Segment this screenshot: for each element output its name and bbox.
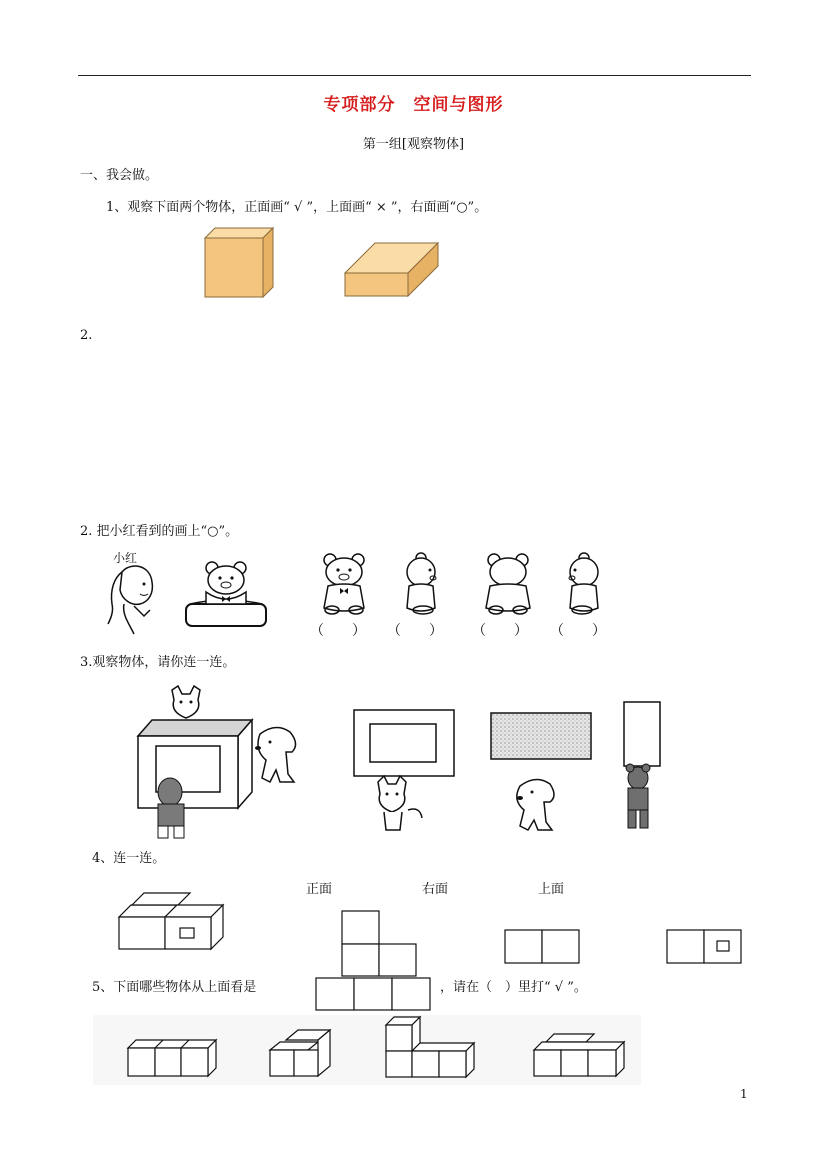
bear-front-view — [318, 552, 370, 616]
question-4-text: 4、连一连。 — [92, 851, 166, 866]
header-rule — [78, 75, 751, 76]
section-heading: 一、我会做。 — [80, 168, 159, 183]
answer-blank-2[interactable]: （ ） — [387, 623, 443, 639]
answer-blank-4[interactable]: （ ） — [550, 623, 606, 639]
bear-on-cushion — [182, 560, 270, 630]
question-1-text: 1、观察下面两个物体，正面画“ √ ”，上面画“ × ”，右面画“○”。 — [106, 200, 488, 215]
option-b-stepped — [268, 1030, 334, 1078]
answer-blank-3[interactable]: （ ） — [472, 623, 528, 639]
cuboid-figure — [345, 243, 440, 298]
view-option-two-squares-marked — [665, 929, 745, 965]
page-subtitle: 第一组[观察物体] — [362, 137, 465, 152]
view-label-front: 正面 — [306, 882, 333, 897]
bear-back-view — [482, 552, 534, 616]
cube-figure — [205, 228, 275, 298]
question-2a-label: 2. — [80, 328, 93, 343]
view-label-top: 上面 — [538, 882, 565, 897]
view-label-right: 右面 — [422, 882, 449, 897]
option-d-step-row — [532, 1034, 628, 1078]
top-view-reference — [314, 976, 434, 1012]
question-3-text: 3.观察物体，请你连一连。 — [80, 655, 236, 670]
block-solid-3d — [118, 893, 228, 953]
scene-box-with-animals — [130, 686, 305, 841]
view-front-framed-rect — [350, 706, 460, 836]
page-title: 专项部分 空间与图形 — [323, 95, 504, 115]
view-side-tall-rect — [618, 700, 668, 835]
answer-blank-1[interactable]: （ ） — [310, 623, 366, 639]
view-option-two-squares — [503, 929, 583, 965]
view-top-shaded-rect — [488, 710, 598, 838]
question-5-instruction: ，请在（ ）里打“ √ ”。 — [440, 980, 587, 995]
person-label: 小红 — [113, 551, 138, 565]
girl-drawing — [104, 564, 159, 636]
page-number: 1 — [740, 1087, 748, 1101]
view-option-l-shape — [340, 910, 420, 978]
question-2b-text: 2. 把小红看到的画上“○”。 — [80, 524, 239, 539]
bear-side-view-right — [566, 552, 602, 616]
option-c-l-shape — [384, 1017, 478, 1079]
question-5-text: 5、下面哪些物体从上面看是 — [92, 980, 257, 995]
option-a-row-of-three — [126, 1040, 220, 1078]
bear-side-view-left — [403, 552, 439, 616]
